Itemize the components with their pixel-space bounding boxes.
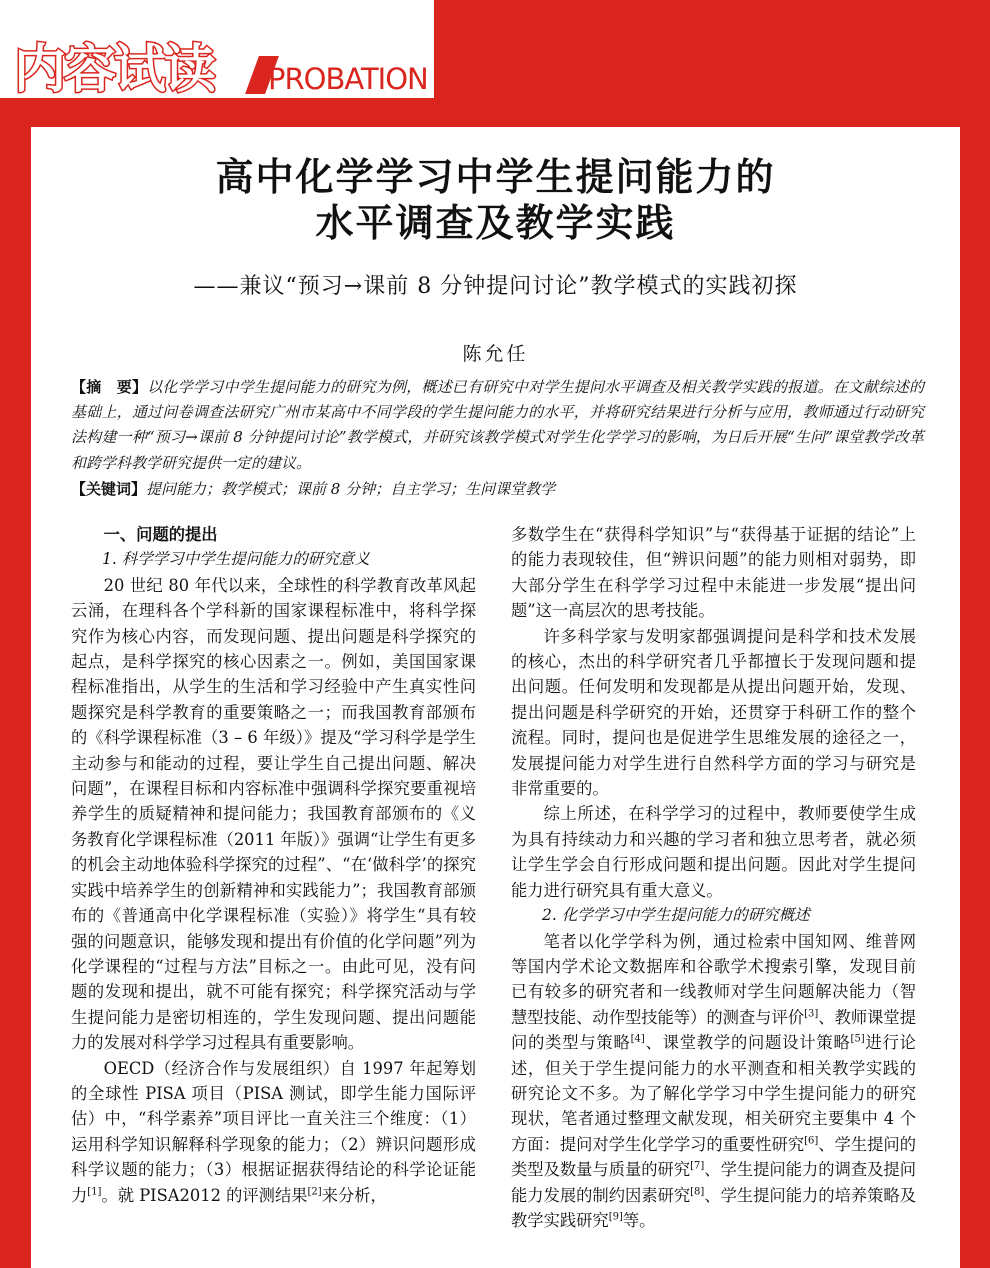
abstract-text: 以化学学习中学生提问能力的研究为例，概述已有研究中对学生提问水平调查及相关教学实践的报道。在文献综述的基础上，通过问卷调查法研究广州市某高中不同学段的学生提问能力的水平，并将研究结果进行分析与应用，教师通过行动研究法构建一种“预习→课前 8 分钟提问讨论”教学模式，并研究该教学模式对学生化学学习的影响，为日后开展“生问”课堂教学改革和跨学科教学研究提供一定的建议。 [71, 378, 924, 472]
right-paragraph-4-text-a: 笔者以化学学科为例，通过检索中国知网、维普网等国内学术论文数据库和谷歌学术搜索引擎，发现目前已有较多的研究者和一线教师对学生问题解决能力（智慧型技能、动作型技能等）的测查与评价 [511, 931, 916, 1027]
article-author: 陈允任 [462, 343, 529, 365]
citation-9: [9] [608, 1211, 623, 1223]
left-paragraph-2-text-c: 来分析， [321, 1185, 387, 1205]
header-label-en: PROBATION [268, 62, 428, 96]
citation-2: [2] [307, 1186, 322, 1198]
right-column [511, 522, 916, 1233]
citation-6: [6] [804, 1135, 819, 1147]
article-page [31, 127, 960, 1268]
left-paragraph-2 [71, 1056, 476, 1208]
right-paragraph-4-text-d: 进行论述，但关于学生提问能力的水平测查和相关教学实践的研究论文不多。为了解化学学习中学生提问能力的研究现状，笔者通过整理文献发现，相关研究主要集中 4 个方面：提问对学生化学学习的重要性研究 [511, 1033, 916, 1154]
citation-1: [1] [87, 1186, 102, 1198]
right-paragraph-4-text-e: 、学生提问的类型及数量与质量的研究 [511, 1134, 916, 1180]
right-paragraph-4-text-f: 、学生提问能力的调查及提问能力发展的制约因素研究 [511, 1160, 916, 1205]
left-paragraph-2-text-a: OECD（经济合作与发展组织）自 1997 年起筹划的全球性 PISA 项目（PISA 测试，即学生能力国际评估）中，“科学素养”项目评比一直关注三个维度：（1）运用科学知识解释科学现象的能力；（2）辨识问题形成科学议题的能力；（3）根据证据获得结论的科学论证能力 [71, 1058, 476, 1205]
right-paragraph-4 [511, 929, 916, 1234]
left-column [71, 522, 476, 1208]
article-title-line1: 高中化学学习中学生提问能力的 [215, 154, 776, 199]
keywords [71, 477, 924, 502]
right-paragraph-4-text-c: 、课堂教学的问题设计策略 [644, 1033, 851, 1053]
citation-4: [4] [630, 1033, 645, 1045]
left-paragraph-2-text-b: 。就 PISA2012 的评测结果 [101, 1185, 308, 1205]
right-paragraph-1: 多数学生在“获得科学知识”与“获得基于证据的结论”上的能力表现较佳，但“辨识问题”的能力则相对弱势，即大部分学生在科学学习过程中未能进一步发展“提出问题”这一高层次的思考技能。 [511, 525, 916, 621]
abstract-label: 【摘 要】 [71, 378, 148, 396]
citation-7: [7] [690, 1160, 705, 1172]
right-paragraph-2: 许多科学家与发明家都强调提问是科学和技术发展的核心，杰出的科学研究者几乎都擅长于发现问题和提出问题。任何发明和发现都是从提出问题开始，发现、提出问题是科学研究的开始，还贯穿于科研工作的整个流程。同时，提问也是促进学生思维发展的途径之一，发展提问能力对学生进行自然科学方面的学习与研究是非常重要的。 [511, 626, 916, 799]
right-paragraph-3: 综上所述，在科学学习的过程中，教师要使学生成为具有持续动力和兴趣的学习者和独立思考者，就必须让学生学会自行形成问题和提出问题。因此对学生提问能力进行研究具有重大意义。 [511, 804, 916, 900]
header-banner [0, 0, 434, 98]
keywords-label: 【关键词】 [71, 480, 147, 498]
subsection1-heading: 1. 科学学习中学生提问能力的研究意义 [102, 550, 370, 569]
keywords-text: 提问能力；教学模式；课前 8 分钟；自主学习；生问课堂教学 [146, 480, 556, 498]
article-subtitle: ——兼议“预习→课前 8 分钟提问讨论”教学模式的实践初探 [193, 274, 798, 299]
subsection2-heading: 2. 化学学习中学生提问能力的研究概述 [542, 906, 810, 925]
right-paragraph-4-text-h: 等。 [622, 1210, 656, 1230]
header-label-cn: 内容试读 [14, 40, 215, 100]
right-paragraph-4-text-b: 、教师课堂提问的类型与策略 [511, 1007, 916, 1053]
citation-5: [5] [850, 1033, 865, 1045]
article-title-line2: 水平调查及教学实践 [315, 200, 676, 245]
section1-heading: 一、问题的提出 [103, 525, 218, 544]
citation-8: [8] [690, 1186, 705, 1198]
abstract [71, 375, 924, 476]
left-paragraph-1: 20 世纪 80 年代以来，全球性的科学教育改革风起云涌，在理科各个学科新的国家课程标准中，将科学探究作为核心内容，而发现问题、提出问题是科学探究的起点，是科学探究的核心因素之一。例如，美国国家课程标准指出，从学生的生活和学习经验中产生真实性问题探究是科学教育的重要策略之一；而我国教育部颁布的《科学课程标准（3 – 6 年级）》提及“学习科学是学生主动参与和能动的过程，要让学生自己提出问题、解决问题”，在课程目标和内容标准中强调科学探究要重视培养学生的质疑精神和提问能力；我国教育部颁布的《义务教育化学课程标准（2011 年版）》强调“让学生有更多的机会主动地体验科学探究的过程”、“在‘做科学’的探究实践中培养学生的创新精神和实践能力”；我国教育部颁布的《普通高中化学课程标准（实验）》将学生“具有较强的问题意识，能够发现和提出有价值的化学问题”列为化学课程的“过程与方法”目标之一。由此可见，没有问题的发现和提出，就不可能有探究；科学探究活动与学生提问能力是密切相连的，学生发现问题、提出问题能力的发展对科学学习过程具有重要影响。 [71, 575, 476, 1053]
citation-3: [3] [804, 1008, 819, 1020]
right-paragraph-4-text-g: 、学生提问能力的培养策略及教学实践研究 [511, 1185, 916, 1230]
